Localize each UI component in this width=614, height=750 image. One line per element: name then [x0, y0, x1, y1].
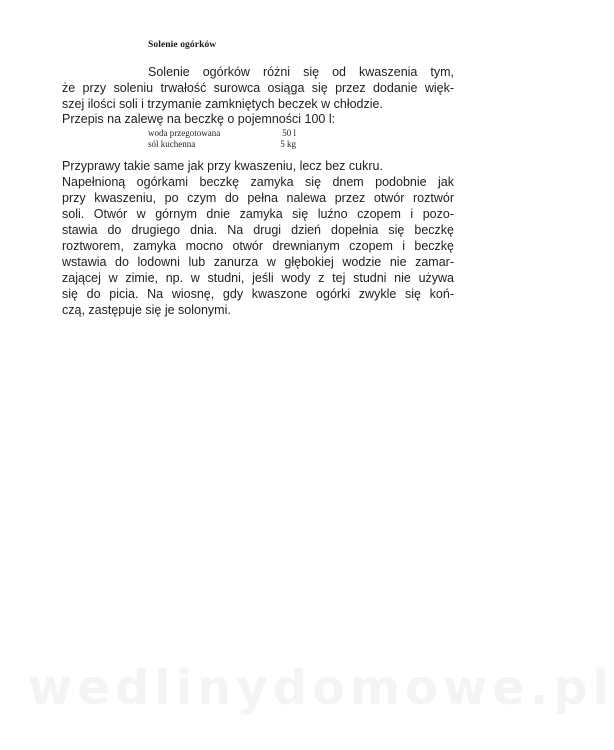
text-line: wstawia do lodowni lub zanurza w głębokiej wodzie nie zamar- — [62, 255, 454, 269]
recipe-quantity: 50 l — [282, 128, 296, 138]
text-line: że przy soleniu trwałość surowca osiąga się przez dodanie więk- — [62, 81, 454, 95]
text-line: Przyprawy takie same jak przy kwaszeniu, lecz bez cukru. — [62, 159, 383, 173]
text-line: szej ilości soli i trzymanie zamkniętych beczek w chłodzie. — [62, 97, 383, 111]
body-paragraph — [62, 158, 454, 318]
recipe-ingredient: woda przegotowana — [148, 128, 221, 138]
text-line: Napełnioną ogórkami beczkę zamyka się dnem podobnie jak — [62, 175, 454, 189]
text-line: roztworem, zamyka mocno otwór drewnianym czopem i beczkę — [62, 239, 454, 253]
recipe-quantity: 5 kg — [280, 139, 296, 149]
text-line: Przepis na zalewę na beczkę o pojemności 100 l: — [62, 112, 336, 126]
intro-paragraph — [62, 64, 454, 112]
text-line: czą, zastępuje się je solonymi. — [62, 303, 231, 317]
text-line: stawia do drugiego dnia. Na drugi dzień dopełnia się beczkę — [62, 223, 454, 237]
text-line: przy kwaszeniu, po czym do pełna nalewa przez otwór roztwór — [62, 191, 454, 205]
text-line: się do picia. Na wiosnę, gdy kwaszone ogórki zwykle się koń- — [62, 287, 454, 301]
recipe-intro — [62, 111, 454, 127]
recipe-ingredient: sól kuchenna — [148, 139, 196, 149]
recipe-list — [148, 128, 296, 150]
text-line: zającej w zimie, np. w studni, jeśli wody z tej studni nie używa — [62, 271, 454, 285]
watermark: wedlinydomowe.pl — [28, 660, 614, 716]
text-line: Solenie ogórków różni się od kwaszenia tym, — [148, 65, 454, 79]
recipe-item — [148, 128, 296, 139]
text-line: soli. Otwór w górnym dnie zamyka się luźno czopem i pozo- — [62, 207, 454, 221]
recipe-item — [148, 139, 296, 150]
document-title: Solenie ogórków — [148, 40, 217, 50]
